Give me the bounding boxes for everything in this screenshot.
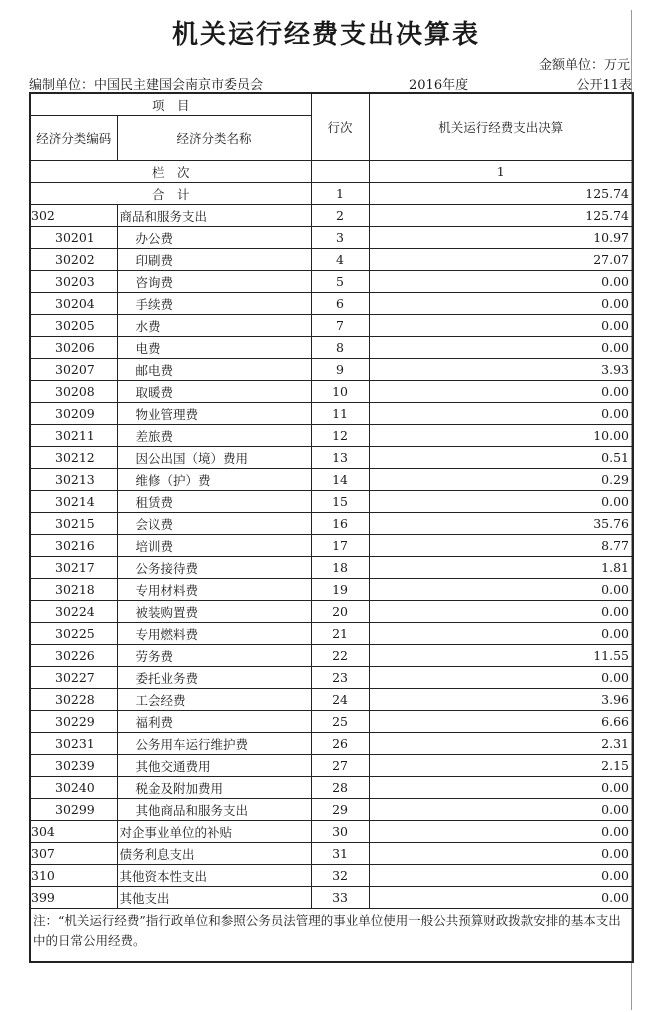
econ-name-cell: 对企事业单位的补贴 — [117, 821, 311, 843]
table-row — [30, 315, 633, 337]
amount-cell: 0.00 — [369, 821, 633, 843]
econ-code-cell: 30229 — [30, 711, 117, 733]
econ-name-cell: 其他商品和服务支出 — [117, 799, 311, 821]
table-row — [30, 645, 633, 667]
table-row — [30, 249, 633, 271]
row-number-cell: 7 — [311, 315, 369, 337]
econ-name-cell: 电费 — [117, 337, 311, 359]
table-row — [30, 513, 633, 535]
table-row — [30, 469, 633, 491]
amount-cell: 0.00 — [369, 293, 633, 315]
amount-cell: 0.00 — [369, 667, 633, 689]
table-row — [30, 447, 633, 469]
table-row — [30, 337, 633, 359]
table-row — [30, 381, 633, 403]
amount-cell: 3.93 — [369, 359, 633, 381]
table-row — [30, 579, 633, 601]
econ-code-cell: 30226 — [30, 645, 117, 667]
econ-name-cell: 印刷费 — [117, 249, 311, 271]
econ-name-cell: 咨询费 — [117, 271, 311, 293]
footnote: 注：“机关运行经费”指行政单位和参照公务员法管理的事业单位使用一般公共预算财政拨款安排的基本支出中的日常公用经费。 — [30, 909, 633, 963]
econ-code-cell: 30207 — [30, 359, 117, 381]
row-number-cell: 24 — [311, 689, 369, 711]
row-number-cell: 12 — [311, 425, 369, 447]
row-number-cell: 30 — [311, 821, 369, 843]
amount-cell: 10.00 — [369, 425, 633, 447]
row-number-cell: 20 — [311, 601, 369, 623]
amount-cell: 27.07 — [369, 249, 633, 271]
row-number-cell: 26 — [311, 733, 369, 755]
amount-cell: 6.66 — [369, 711, 633, 733]
amount-cell: 125.74 — [369, 205, 633, 227]
amount-cell: 0.00 — [369, 271, 633, 293]
econ-name-cell: 委托业务费 — [117, 667, 311, 689]
table-row — [30, 755, 633, 777]
expenditure-table — [29, 92, 634, 963]
econ-code-cell: 302 — [30, 205, 117, 227]
econ-name-cell: 其他交通费用 — [117, 755, 311, 777]
table-row — [30, 293, 633, 315]
econ-code-cell: 399 — [30, 887, 117, 909]
econ-name-cell: 培训费 — [117, 535, 311, 557]
amount-cell: 0.00 — [369, 315, 633, 337]
econ-code-cell: 304 — [30, 821, 117, 843]
table-row — [30, 887, 633, 909]
header-econ-name: 经济分类名称 — [117, 116, 311, 161]
row-number-cell: 19 — [311, 579, 369, 601]
econ-code-cell: 30225 — [30, 623, 117, 645]
amount-cell: 0.00 — [369, 865, 633, 887]
econ-name-cell: 物业管理费 — [117, 403, 311, 425]
amount-cell: 0.00 — [369, 777, 633, 799]
row-number-cell: 11 — [311, 403, 369, 425]
row-number-cell: 28 — [311, 777, 369, 799]
table-row — [30, 359, 633, 381]
table-row — [30, 799, 633, 821]
amount-cell: 11.55 — [369, 645, 633, 667]
econ-code-cell: 30214 — [30, 491, 117, 513]
header-row-no: 行次 — [311, 93, 369, 161]
amount-cell: 0.51 — [369, 447, 633, 469]
amount-cell: 0.29 — [369, 469, 633, 491]
organization-label: 编制单位：中国民主建国会南京市委员会 — [29, 78, 264, 93]
econ-name-cell: 公务接待费 — [117, 557, 311, 579]
econ-name-cell: 被装购置费 — [117, 601, 311, 623]
table-row — [30, 711, 633, 733]
econ-name-cell: 债务利息支出 — [117, 843, 311, 865]
table-row — [30, 271, 633, 293]
econ-name-cell: 福利费 — [117, 711, 311, 733]
column-label: 栏 次 — [30, 161, 311, 183]
econ-name-cell: 维修（护）费 — [117, 469, 311, 491]
row-number-cell: 32 — [311, 865, 369, 887]
table-row — [30, 535, 633, 557]
econ-code-cell: 30202 — [30, 249, 117, 271]
table-row — [30, 733, 633, 755]
econ-name-cell: 专用材料费 — [117, 579, 311, 601]
table-row — [30, 843, 633, 865]
total-label: 合 计 — [30, 183, 311, 205]
table-row — [30, 689, 633, 711]
row-number-cell: 10 — [311, 381, 369, 403]
econ-code-cell: 30209 — [30, 403, 117, 425]
page-title: 机关运行经费支出决算表 — [171, 20, 480, 50]
econ-name-cell: 税金及附加费用 — [117, 777, 311, 799]
total-row-no: 1 — [311, 183, 369, 205]
econ-code-cell: 30240 — [30, 777, 117, 799]
amount-cell: 0.00 — [369, 381, 633, 403]
table-row — [30, 403, 633, 425]
row-number-cell: 2 — [311, 205, 369, 227]
econ-name-cell: 商品和服务支出 — [117, 205, 311, 227]
amount-cell: 0.00 — [369, 579, 633, 601]
row-number-cell: 5 — [311, 271, 369, 293]
row-number-cell: 4 — [311, 249, 369, 271]
econ-code-cell: 30213 — [30, 469, 117, 491]
amount-cell: 0.00 — [369, 491, 633, 513]
amount-cell: 10.97 — [369, 227, 633, 249]
econ-code-cell: 30239 — [30, 755, 117, 777]
table-row — [30, 425, 633, 447]
row-number-cell: 18 — [311, 557, 369, 579]
row-number-cell: 8 — [311, 337, 369, 359]
report-meta — [29, 74, 632, 92]
total-amount: 125.74 — [369, 183, 633, 205]
row-number-cell: 17 — [311, 535, 369, 557]
econ-code-cell: 30228 — [30, 689, 117, 711]
econ-code-cell: 30299 — [30, 799, 117, 821]
row-number-cell: 16 — [311, 513, 369, 535]
econ-code-cell: 30205 — [30, 315, 117, 337]
row-number-cell: 29 — [311, 799, 369, 821]
econ-name-cell: 公务用车运行维护费 — [117, 733, 311, 755]
econ-name-cell: 邮电费 — [117, 359, 311, 381]
row-number-cell: 15 — [311, 491, 369, 513]
econ-name-cell: 会议费 — [117, 513, 311, 535]
econ-code-cell: 307 — [30, 843, 117, 865]
column-number: 1 — [369, 161, 633, 183]
econ-code-cell: 30203 — [30, 271, 117, 293]
econ-code-cell: 30216 — [30, 535, 117, 557]
header-item: 项 目 — [30, 93, 311, 116]
econ-code-cell: 30212 — [30, 447, 117, 469]
amount-cell: 3.96 — [369, 689, 633, 711]
econ-code-cell: 30224 — [30, 601, 117, 623]
row-number-cell: 23 — [311, 667, 369, 689]
econ-name-cell: 劳务费 — [117, 645, 311, 667]
amount-cell: 0.00 — [369, 337, 633, 359]
unit-label: 金额单位：万元 — [538, 58, 630, 73]
econ-name-cell: 其他资本性支出 — [117, 865, 311, 887]
econ-code-cell: 30218 — [30, 579, 117, 601]
econ-name-cell: 因公出国（境）费用 — [117, 447, 311, 469]
table-row — [30, 865, 633, 887]
row-number-cell: 14 — [311, 469, 369, 491]
row-number-cell: 6 — [311, 293, 369, 315]
table-code-label: 公开11表 — [576, 78, 632, 93]
row-number-cell: 22 — [311, 645, 369, 667]
econ-name-cell: 专用燃料费 — [117, 623, 311, 645]
table-row — [30, 601, 633, 623]
econ-name-cell: 取暖费 — [117, 381, 311, 403]
amount-cell: 8.77 — [369, 535, 633, 557]
table-row — [30, 777, 633, 799]
amount-cell: 0.00 — [369, 799, 633, 821]
econ-code-cell: 30206 — [30, 337, 117, 359]
table-row — [30, 557, 633, 579]
econ-name-cell: 工会经费 — [117, 689, 311, 711]
row-number-cell: 27 — [311, 755, 369, 777]
amount-cell: 0.00 — [369, 623, 633, 645]
table-row — [30, 491, 633, 513]
econ-code-cell: 30204 — [30, 293, 117, 315]
header-econ-code: 经济分类编码 — [30, 116, 117, 161]
row-number-cell: 33 — [311, 887, 369, 909]
econ-code-cell: 310 — [30, 865, 117, 887]
econ-code-cell: 30201 — [30, 227, 117, 249]
amount-cell: 0.00 — [369, 843, 633, 865]
amount-cell: 2.31 — [369, 733, 633, 755]
econ-name-cell: 租赁费 — [117, 491, 311, 513]
row-number-cell: 13 — [311, 447, 369, 469]
header-amount: 机关运行经费支出决算 — [369, 93, 633, 161]
amount-cell: 0.00 — [369, 601, 633, 623]
fiscal-year-label: 2016年度 — [409, 78, 469, 93]
econ-code-cell: 30231 — [30, 733, 117, 755]
econ-code-cell: 30227 — [30, 667, 117, 689]
econ-name-cell: 手续费 — [117, 293, 311, 315]
row-number-cell: 25 — [311, 711, 369, 733]
econ-name-cell: 其他支出 — [117, 887, 311, 909]
table-row — [30, 623, 633, 645]
amount-cell: 0.00 — [369, 887, 633, 909]
row-number-cell: 3 — [311, 227, 369, 249]
table-row — [30, 821, 633, 843]
econ-code-cell: 30215 — [30, 513, 117, 535]
table-row — [30, 667, 633, 689]
amount-cell: 2.15 — [369, 755, 633, 777]
row-number-cell: 21 — [311, 623, 369, 645]
table-row — [30, 205, 633, 227]
econ-name-cell: 办公费 — [117, 227, 311, 249]
econ-code-cell: 30217 — [30, 557, 117, 579]
econ-code-cell: 30208 — [30, 381, 117, 403]
amount-cell: 35.76 — [369, 513, 633, 535]
table-row — [30, 227, 633, 249]
econ-name-cell: 差旅费 — [117, 425, 311, 447]
amount-cell: 1.81 — [369, 557, 633, 579]
row-number-cell: 9 — [311, 359, 369, 381]
econ-code-cell: 30211 — [30, 425, 117, 447]
amount-cell: 0.00 — [369, 403, 633, 425]
econ-name-cell: 水费 — [117, 315, 311, 337]
row-number-cell: 31 — [311, 843, 369, 865]
